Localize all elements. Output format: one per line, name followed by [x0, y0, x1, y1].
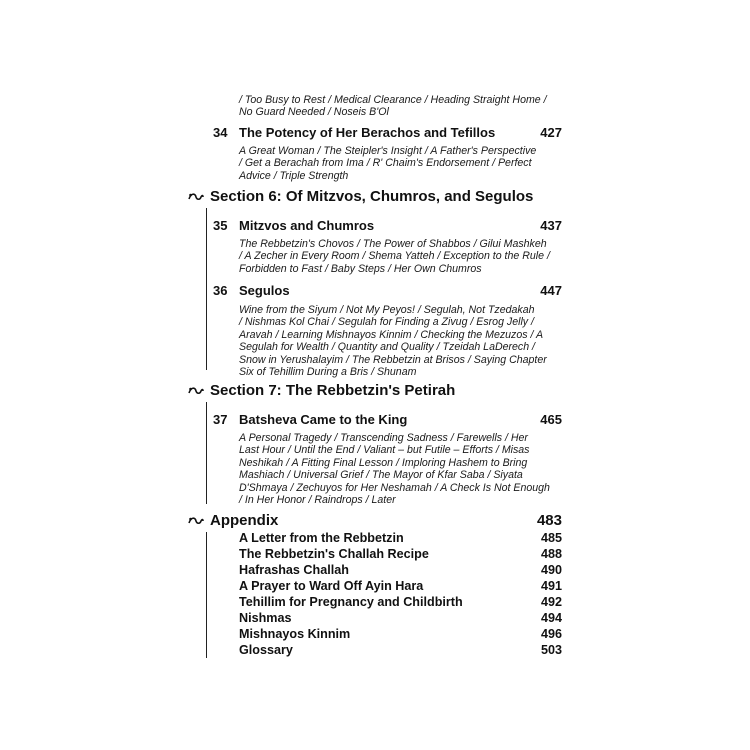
swirl-ornament-icon — [188, 192, 204, 202]
appendix-item-title: A Letter from the Rebbetzin — [239, 531, 404, 545]
appendix-item[interactable] — [239, 562, 562, 578]
section-title: Section 7: The Rebbetzin's Petirah — [210, 382, 456, 399]
appendix-item-title: Hafrashas Challah — [239, 563, 349, 577]
appendix-item-page: 496 — [540, 627, 562, 641]
appendix-item[interactable] — [239, 610, 562, 626]
appendix-heading[interactable] — [188, 511, 562, 531]
appendix-item-page: 492 — [540, 595, 562, 609]
chapter-number: 36 — [213, 283, 228, 298]
chapter-34-entry[interactable] — [213, 124, 562, 142]
appendix-item[interactable] — [239, 642, 562, 658]
appendix-item-title: The Rebbetzin's Challah Recipe — [239, 547, 429, 561]
section-7-heading[interactable] — [188, 381, 455, 401]
appendix-item-page: 494 — [540, 611, 562, 625]
appendix-item-page: 488 — [540, 547, 562, 561]
chapter-number: 37 — [213, 412, 228, 427]
appendix-item[interactable] — [239, 594, 562, 610]
chapter-topics-continued: / Too Busy to Rest / Medical Clearance / Heading Straight Home / No Guard Needed / Noseis B'Ol — [239, 94, 547, 119]
appendix-item-title: A Prayer to Ward Off Ayin Hara — [239, 579, 424, 593]
appendix-rule — [206, 532, 207, 658]
chapter-36-topics: Wine from the Siyum / Not My Peyos! / Segulah, Not Tzedakah / Nishmas Kol Chai / Segulah for Finding a Zivug / Esrog Jelly / Aravah / Learning Mishnayos Kinnim / Checking the Mezuzos / A Segulah for Wealth / Quantity and Quality / Tzeidah LaDerech / Snow in Yerushalayim / The Rebbetzin at Brisos / Saying Chapter Six of Tehillim During a Bris / Shunam — [239, 304, 547, 379]
appendix-item-title: Nishmas — [239, 611, 292, 625]
appendix-page-number: 483 — [536, 512, 562, 529]
chapter-title: Mitzvos and Chumros — [239, 218, 375, 233]
chapter-page-number: 427 — [540, 125, 562, 140]
appendix-item[interactable] — [239, 578, 562, 594]
appendix-item-title: Glossary — [239, 643, 293, 657]
appendix-item-title: Mishnayos Kinnim — [239, 627, 351, 641]
section-title: Section 6: Of Mitzvos, Chumros, and Segulos — [210, 188, 534, 205]
appendix-item-title: Tehillim for Pregnancy and Childbirth — [239, 595, 463, 609]
chapter-number: 35 — [213, 218, 228, 233]
chapter-title: The Potency of Her Berachos and Tefillos — [239, 125, 496, 140]
section-7-rule — [206, 402, 207, 504]
appendix-item-page: 490 — [540, 563, 562, 577]
appendix-item-page: 503 — [540, 643, 562, 657]
chapter-number: 34 — [213, 125, 228, 140]
chapter-37-topics: A Personal Tragedy / Transcending Sadness / Farewells / Her Last Hour / Until the End / Valiant – but Futile – Efforts / Misas Neshikah / A Fitting Final Lesson / Imploring Hashem to Bring Mashiach / Universal Grief / The Mayor of Kfar Saba / Siyata D'Shmaya / Zechuyos for Her Neshamah / A Check Is Not Enough / In Her Honor / Raindrops / Later — [239, 432, 550, 507]
chapter-title: Segulos — [239, 283, 290, 298]
appendix-item[interactable] — [239, 626, 562, 642]
chapter-34-topics: A Great Woman / The Steipler's Insight / A Father's Perspective / Get a Berachah from Ima / R' Chaim's Endorsement / Perfect Advice / Triple Strength — [239, 145, 537, 182]
appendix-item[interactable] — [239, 546, 562, 562]
swirl-ornament-icon — [188, 386, 204, 396]
appendix-item[interactable] — [239, 530, 562, 546]
chapter-36-entry[interactable] — [213, 282, 562, 300]
appendix-list — [239, 530, 562, 658]
chapter-35-entry[interactable] — [213, 217, 562, 235]
section-6-heading[interactable] — [188, 187, 533, 207]
chapter-page-number: 437 — [540, 218, 562, 233]
section-6-rule — [206, 208, 207, 370]
appendix-item-page: 485 — [540, 531, 562, 545]
appendix-title: Appendix — [210, 512, 279, 529]
chapter-page-number: 465 — [540, 412, 562, 427]
chapter-title: Batsheva Came to the King — [239, 412, 408, 427]
chapter-page-number: 447 — [540, 283, 562, 298]
chapter-37-entry[interactable] — [213, 411, 562, 429]
appendix-item-page: 491 — [540, 579, 562, 593]
swirl-ornament-icon — [188, 516, 204, 526]
chapter-35-topics: The Rebbetzin's Chovos / The Power of Shabbos / Gilui Mashkeh / A Zecher in Every Room / Shema Yatteh / Exception to the Rule / Forbidden to Fast / Baby Steps / Her Own Chumros — [239, 238, 550, 275]
